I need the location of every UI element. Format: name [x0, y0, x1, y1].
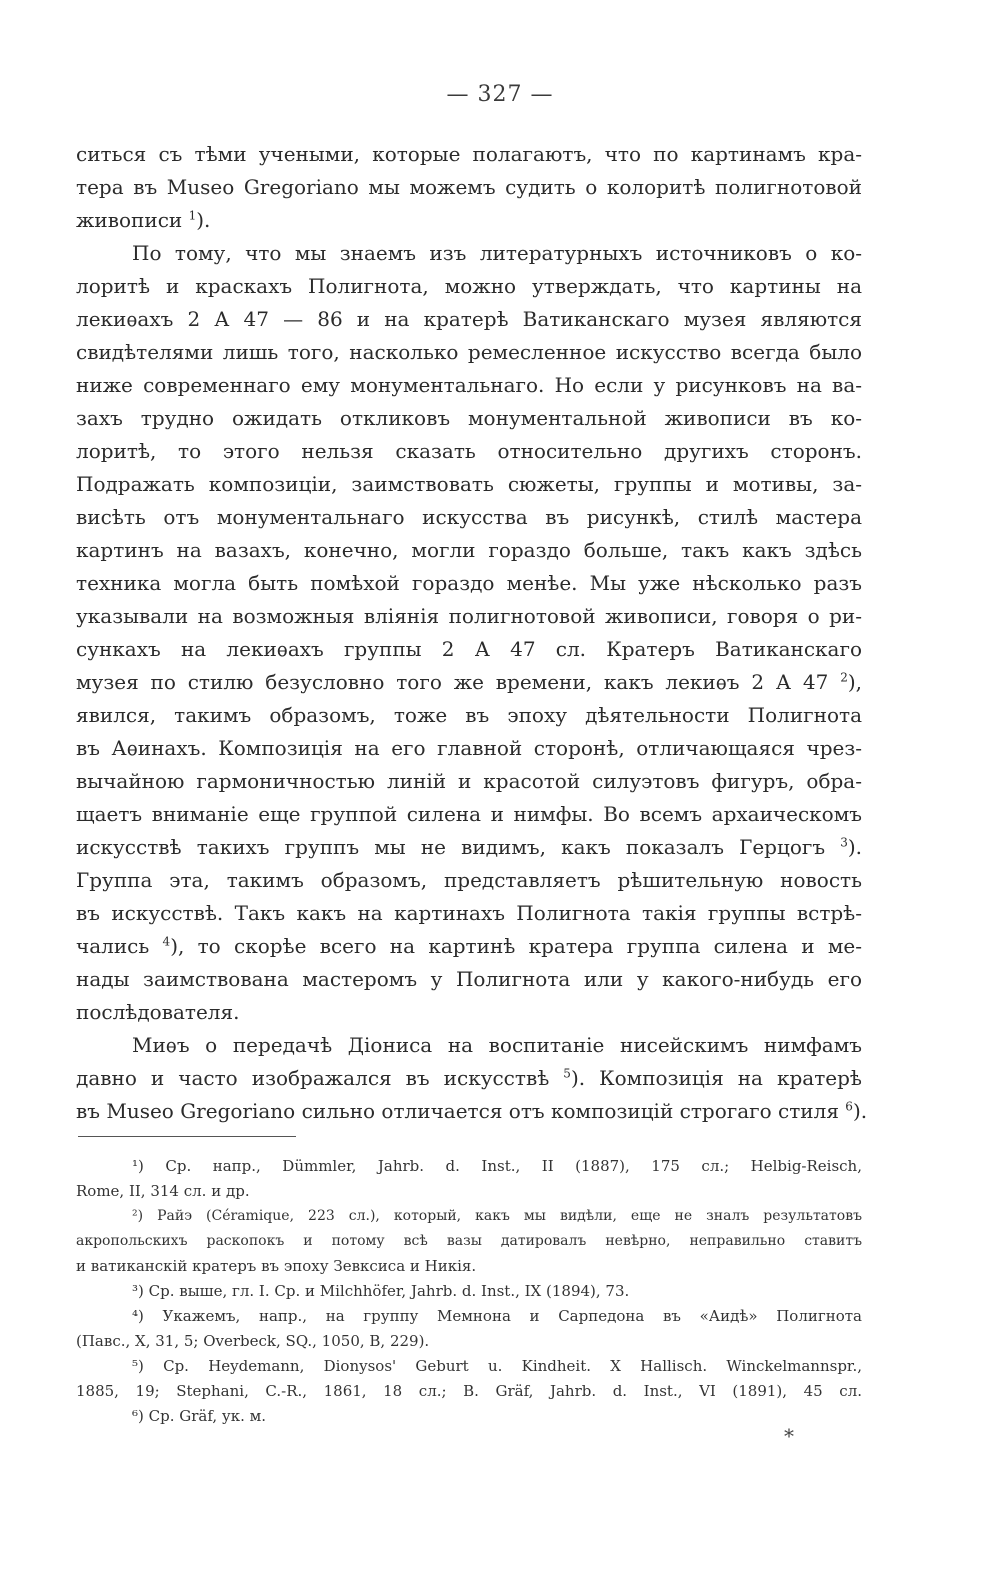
footnotes	[76, 1154, 862, 1429]
page-number: — 327 —	[446, 82, 554, 107]
text-line-content: лоритѣ, то этого нельзя сказать относительно другихъ сторонъ.	[76, 439, 862, 463]
footnote-ref: 4	[162, 934, 171, 949]
text-line	[76, 765, 862, 798]
text-line-content: лекиѳахъ 2 А 47 — 86 и на кратерѣ Ватиканскаго музея являются	[76, 307, 862, 331]
footnote-line: акропольскихъ раскопокъ и потому всѣ вазы датировалъ невѣрно, неправильно ставитъ	[76, 1233, 862, 1249]
footnote-ref: 3	[840, 835, 848, 850]
footnote-line: ²) Райэ (Céramique, 223 сл.), который, какъ мы видѣли, еще не зналъ результатовъ	[132, 1208, 862, 1224]
text-line	[76, 1029, 862, 1062]
text-line-tail: ).	[196, 208, 211, 232]
text-line	[76, 963, 862, 996]
text-line-content: висѣть отъ монументальнаго искусства въ рисункѣ, стилѣ мастера	[76, 505, 862, 529]
text-line-content: картинъ на вазахъ, конечно, могли гораздо больше, такъ какъ здѣсь	[76, 538, 862, 562]
signature-mark: *	[784, 1424, 794, 1448]
text-line-content: давно и часто изображался въ искусствѣ	[76, 1066, 564, 1090]
text-line	[76, 567, 862, 600]
text-line-content: музея по стилю безусловно того же времени, какъ лекиѳъ 2 А 47	[76, 670, 841, 694]
text-line	[76, 831, 862, 864]
text-line	[76, 204, 862, 237]
text-line-content: ниже современнаго ему монументальнаго. Но если у рисунковъ на ва-	[76, 373, 862, 397]
footnote-line: ⁴) Укажемъ, напр., на группу Мемнона и Сарпедона въ «Аидѣ» Полигнота	[132, 1307, 862, 1325]
footnote-line: ⁶) Ср. Gräf, ук. м.	[132, 1407, 267, 1425]
text-line	[76, 699, 862, 732]
footnote-ref: 1	[188, 208, 197, 223]
text-line-content: Группа эта, такимъ образомъ, представляетъ рѣшительную новость	[76, 868, 862, 892]
text-line-content: Миѳъ о передачѣ Діониса на воспитаніе нисейскимъ нимфамъ	[132, 1033, 862, 1057]
footnote-line: Rome, II, 314 сл. и др.	[76, 1182, 250, 1200]
text-line-content: По тому, что мы знаемъ изъ литературныхъ источниковъ о ко-	[132, 241, 862, 265]
text-line	[76, 237, 862, 270]
footnote-line: ¹) Ср. напр., Dümmler, Jahrb. d. Inst., II (1887), 175 сл.; Helbig-Reisch,	[132, 1157, 862, 1175]
text-line	[76, 1062, 862, 1095]
text-line-content: въ искусствѣ. Такъ какъ на картинахъ Полигнота такія группы встрѣ-	[76, 901, 862, 925]
text-line	[76, 666, 862, 699]
text-line	[76, 897, 862, 930]
text-line-content: послѣдователя.	[76, 1000, 240, 1024]
text-line-tail: ). Композиція на кратерѣ	[570, 1066, 862, 1090]
text-line-content: въ Аѳинахъ. Композиція на его главной сторонѣ, отличающаяся чрез-	[76, 736, 862, 760]
text-line-tail: ),	[847, 670, 862, 694]
text-line	[76, 270, 862, 303]
footnote-divider	[78, 1136, 296, 1137]
text-line-tail: ).	[852, 1099, 868, 1123]
text-line	[76, 138, 862, 171]
text-line-content: техника могла быть помѣхой гораздо менѣе. Мы уже нѣсколько разъ	[76, 571, 862, 595]
main-text	[76, 138, 868, 1128]
text-line-content: захъ трудно ожидать откликовъ монументальной живописи въ ко-	[76, 406, 862, 430]
text-line	[76, 600, 862, 633]
footnote-line: и ватиканскій кратеръ въ эпоху Зевксиса и Никія.	[76, 1257, 477, 1275]
text-line	[76, 633, 862, 666]
text-line-content: чались	[76, 934, 163, 958]
footnote-line: ³) Ср. выше, гл. I. Ср. и Milchhöfer, Jahrb. d. Inst., IX (1894), 73.	[132, 1282, 630, 1300]
text-line-content: Подражать композиціи, заимствовать сюжеты, группы и мотивы, за-	[76, 472, 862, 496]
text-line	[76, 534, 862, 567]
text-line	[76, 501, 862, 534]
text-line	[76, 996, 862, 1029]
text-line-content: въ Museo Gregoriano сильно отличается отъ композицій строгаго стиля	[76, 1099, 846, 1123]
text-line-content: ситься съ тѣми учеными, которые полагаютъ, что по картинамъ кра-	[76, 142, 862, 166]
text-line	[76, 732, 862, 765]
text-line-content: сункахъ на лекиѳахъ группы 2 А 47 сл. Кратеръ Ватиканскаго	[76, 637, 862, 661]
text-line-tail: ), то скорѣе всего на картинѣ кратера группа силена и ме-	[170, 934, 862, 958]
footnote-line: 1885, 19; Stephani, C.-R., 1861, 18 сл.; B. Gräf, Jahrb. d. Inst., VI (1891), 45 сл.	[76, 1382, 862, 1400]
text-line	[76, 798, 862, 831]
text-line-content: свидѣтелями лишь того, насколько ремесленное искусство всегда было	[76, 340, 862, 364]
text-line-content: нады заимствована мастеромъ у Полигнота или у какого-нибудь его	[76, 967, 862, 991]
text-line-content: искусствѣ такихъ группъ мы не видимъ, какъ показалъ Герцогъ	[76, 835, 841, 859]
text-line-content: тера въ Museo Gregoriano мы можемъ судить о колоритѣ полигнотовой	[76, 175, 862, 199]
text-line-content: указывали на возможныя вліянія полигнотовой живописи, говоря о ри-	[76, 604, 862, 628]
text-line	[76, 435, 862, 468]
text-line-content: щаетъ вниманіе еще группой силена и нимфы. Во всемъ архаическомъ	[76, 802, 862, 826]
text-line-content: явился, такимъ образомъ, тоже въ эпоху дѣятельности Полигнота	[76, 703, 862, 727]
text-line	[76, 303, 862, 336]
text-line	[76, 402, 862, 435]
footnote-ref: 6	[845, 1099, 853, 1114]
text-line	[76, 171, 862, 204]
footnote-ref: 5	[563, 1066, 571, 1081]
text-line	[76, 1095, 868, 1128]
text-line	[76, 336, 862, 369]
footnote-ref: 2	[840, 670, 848, 685]
footnote-line: ⁵) Ср. Heydemann, Dionysos' Geburt u. Kindheit. X Hallisch. Winckelmannspr.,	[132, 1357, 862, 1375]
text-line-content: вычайною гармоничностью линій и красотой силуэтовъ фигуръ, обра-	[76, 769, 862, 793]
text-line	[76, 468, 862, 501]
text-line	[76, 930, 862, 963]
text-line	[76, 864, 862, 897]
text-line	[76, 369, 862, 402]
text-line-tail: ).	[847, 835, 862, 859]
text-line-content: живописи	[76, 208, 189, 232]
footnote-line: (Павс., X, 31, 5; Overbeck, SQ., 1050, B, 229).	[76, 1332, 430, 1350]
text-line-content: лоритѣ и краскахъ Полигнота, можно утверждать, что картины на	[76, 274, 862, 298]
